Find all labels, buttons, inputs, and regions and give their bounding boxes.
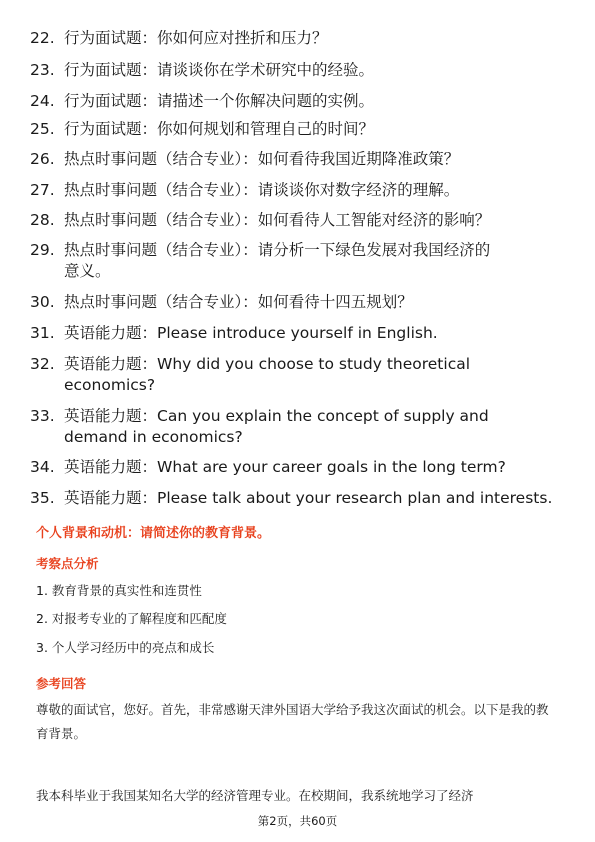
question-item <box>30 180 570 201</box>
question-number: 33. <box>30 407 55 425</box>
question-text: 热点时事问题（结合专业）：请谈谈你对数字经济的理解。 <box>64 181 460 199</box>
question-item <box>30 149 570 170</box>
question-text: 热点时事问题（结合专业）：如何看待十四五规划？ <box>64 293 413 311</box>
analysis-point: 3. 个人学习经历中的亮点和成长 <box>36 640 215 655</box>
question-item <box>30 488 570 509</box>
question-continuation: 意义。 <box>64 262 111 280</box>
question-number: 23. <box>30 61 55 79</box>
question-item <box>30 60 570 81</box>
question-continuation: economics? <box>64 376 156 394</box>
question-continuation: demand in economics? <box>64 428 243 446</box>
question-text: 英语能力题：Why did you choose to study theoretical <box>64 355 471 373</box>
question-item <box>30 292 570 313</box>
answer-heading: 参考回答 <box>36 676 87 691</box>
question-number: 28. <box>30 211 55 229</box>
question-text: 热点时事问题（结合专业）：请分析一下绿色发展对我国经济的 <box>64 241 491 259</box>
question-number: 25. <box>30 120 55 138</box>
question-number: 30. <box>30 293 55 311</box>
question-text: 英语能力题：What are your career goals in the long term? <box>64 458 506 476</box>
section-title: 个人背景和动机：请简述你的教育背景。 <box>36 526 271 541</box>
question-item <box>30 28 570 49</box>
question-number: 29. <box>30 241 55 259</box>
question-item <box>30 240 570 282</box>
analysis-heading: 考察点分析 <box>36 556 99 571</box>
question-text: 英语能力题：Please introduce yourself in English. <box>64 324 438 342</box>
question-number: 32. <box>30 355 55 373</box>
question-number: 34. <box>30 458 55 476</box>
question-number: 26. <box>30 150 55 168</box>
question-text: 英语能力题：Can you explain the concept of supply and <box>64 407 489 425</box>
question-text: 行为面试题：你如何规划和管理自己的时间？ <box>64 120 375 138</box>
question-item <box>30 119 570 140</box>
question-text: 行为面试题：请描述一个你解决问题的实例。 <box>64 92 375 110</box>
analysis-point: 2. 对报考专业的了解程度和匹配度 <box>36 611 227 626</box>
question-number: 27. <box>30 181 55 199</box>
answer-paragraph: 尊敬的面试官，您好。首先，非常感谢天津外国语大学给予我这次面试的机会。以下是我的教育背景。 <box>36 702 549 741</box>
question-item <box>30 457 570 478</box>
question-item <box>30 210 570 231</box>
question-item <box>30 354 570 396</box>
question-number: 22. <box>30 29 55 47</box>
question-item <box>30 91 570 112</box>
question-number: 24. <box>30 92 55 110</box>
question-item <box>30 406 570 448</box>
question-text: 热点时事问题（结合专业）：如何看待我国近期降准政策？ <box>64 150 460 168</box>
question-number: 35. <box>30 489 55 507</box>
question-text: 行为面试题：你如何应对挫折和压力？ <box>64 29 328 47</box>
answer-paragraph: 我本科毕业于我国某知名大学的经济管理专业。在校期间，我系统地学习了经济 <box>36 788 474 803</box>
question-text: 英语能力题：Please talk about your research plan and interests. <box>64 489 553 507</box>
question-text: 行为面试题：请谈谈你在学术研究中的经验。 <box>64 61 375 79</box>
question-item <box>30 323 570 344</box>
analysis-point: 1. 教育背景的真实性和连贯性 <box>36 583 202 598</box>
question-text: 热点时事问题（结合专业）：如何看待人工智能对经济的影响？ <box>64 211 491 229</box>
page-footer: 第2页，共60页 <box>257 814 338 828</box>
question-number: 31. <box>30 324 55 342</box>
